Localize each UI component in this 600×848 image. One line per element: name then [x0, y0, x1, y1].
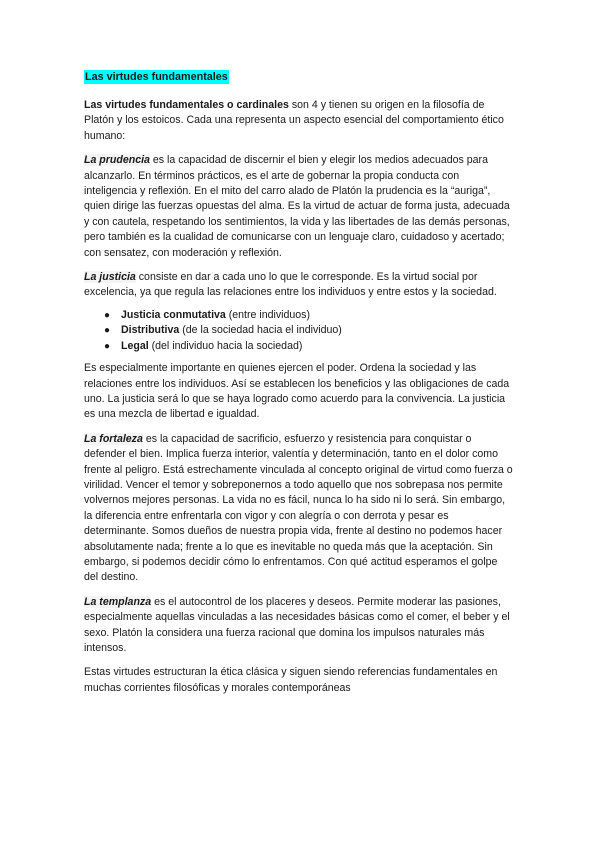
justicia-text: consiste en dar a cada uno lo que le corresponde. Es la virtud social por excelencia, ya que regula las relaciones entre los individuos y entre estos y la sociedad.	[84, 271, 497, 299]
fortaleza-term: La fortaleza	[84, 432, 143, 445]
prudencia-term: La prudencia	[84, 154, 150, 167]
list-item	[104, 323, 514, 338]
fortaleza-paragraph	[84, 432, 514, 586]
list-item	[104, 339, 514, 354]
kind-name: Justicia conmutativa	[121, 308, 226, 321]
kind-name: Distributiva	[121, 324, 180, 337]
document-title: Las virtudes fundamentales	[85, 71, 228, 83]
templanza-paragraph	[84, 595, 514, 657]
templanza-text: es el autocontrol de los placeres y deseos. Permite moderar las pasiones, especialmente aquellas vinculadas a las necesidades básicas como el comer, el beber y el sexo. Platón la considera una fuerza racional que domina los impulsos naturales más intensos.	[84, 595, 510, 654]
justicia-kinds-list	[84, 308, 514, 354]
fortaleza-text: es la capacidad de sacrificio, esfuerzo y resistencia para conquistar o defender el bien. Implica fuerza interior, valentía y determinación, tanto en el dolor como frente al peligro. Está estrechamente vinculada al concepto original de virtud como fuerza o virilidad. Vencer el temor y sobreponernos a todo aquello que nos sobrepasa nos permite volvernos mejores personas. La vida no es fácil, nunca lo ha sido ni lo será. Sin embargo, la diferencia entre enfrentarla con vigor y con alegría o con derrota y pesar es determinante. Somos dueños de nuestra propia vida, frente al destino no podemos hacer absolutamente nada; frente a lo que es inevitable no queda más que la aceptación. Sin embargo, si podemos decidir cómo lo enfrentamos. Con qué actitud esperamos el golpe del destino.	[84, 432, 513, 584]
bullet-icon: ●	[104, 309, 111, 321]
intro-lead: Las virtudes fundamentales o cardinales	[84, 99, 289, 111]
intro-text: son 4 y tienen su origen en la filosofía de Platón y los estoicos. Cada una representa un aspecto esencial del comportamiento ético humano:	[84, 99, 504, 142]
prudencia-text: es la capacidad de discernir el bien y elegir los medios adecuados para alcanzarlo. En términos prácticos, es el arte de gobernar la propia conducta con inteligencia y reflexión. En el mito del carro alado de Platón la prudencia es la “auriga”, quien dirige las fuerzas opuestas del alma. Es la virtud de actuar de forma justa, adecuada y con cautela, respetando los sentimientos, la vida y las libertades de las demás personas, pero también es la cualidad de comunicarse con un lenguaje claro, cuidadoso y acertado; con sensatez, con moderación y reflexión.	[84, 154, 510, 259]
bullet-icon: ●	[104, 340, 111, 352]
justicia-paragraph	[84, 270, 514, 301]
justicia-term: La justicia	[84, 271, 136, 284]
document-page	[84, 70, 514, 705]
list-item	[104, 308, 514, 323]
kind-name: Legal	[121, 339, 149, 352]
closing-paragraph: Estas virtudes estructuran la ética clásica y siguen siendo referencias fundamentales en muchas corrientes filosóficas y morales contemporáneas	[84, 666, 498, 694]
bullet-icon: ●	[104, 325, 111, 337]
intro-paragraph	[84, 98, 514, 144]
kind-desc: (de la sociedad hacia el individuo)	[179, 324, 342, 337]
kind-desc: (del individuo hacia la sociedad)	[148, 339, 303, 352]
prudencia-paragraph	[84, 153, 514, 261]
templanza-term: La templanza	[84, 595, 152, 608]
kind-desc: (entre individuos)	[225, 308, 310, 321]
justicia-after-paragraph: Es especialmente importante en quienes ejercen el poder. Ordena la sociedad y las relaciones entre los individuos. Así se establecen los beneficios y las obligaciones de cada uno. La justicia será lo que se haya logrado como acuerdo para la convivencia. La justicia es una mezcla de libertad e igualdad.	[84, 362, 510, 421]
